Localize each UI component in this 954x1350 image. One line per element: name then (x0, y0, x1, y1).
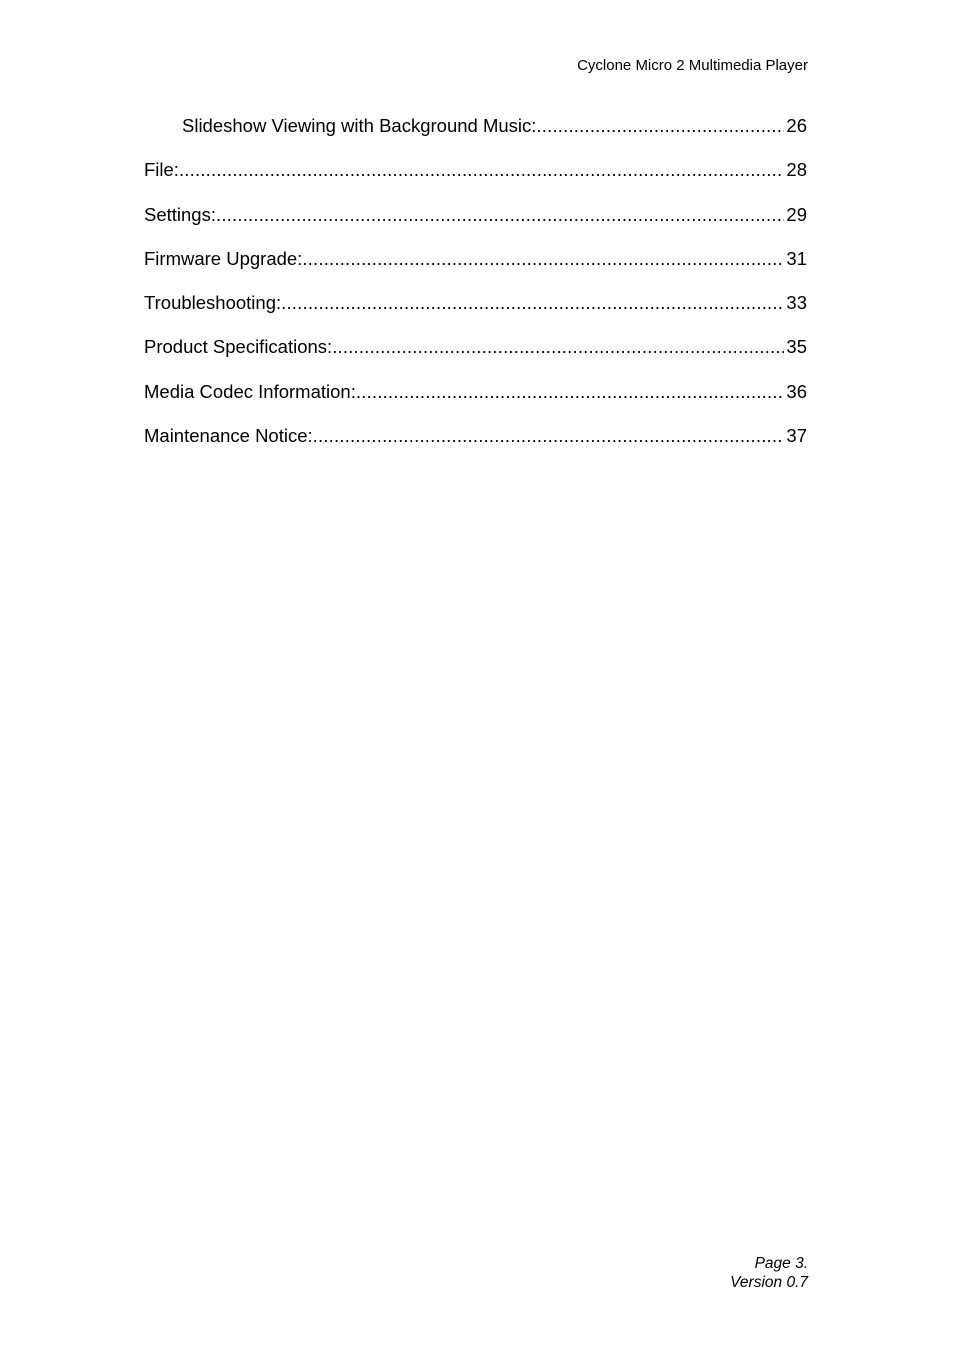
toc-entry[interactable] (144, 335, 807, 379)
toc-dot-leader (332, 335, 784, 359)
toc-entry-page: 26 (786, 115, 807, 136)
toc-entry-page: 31 (786, 247, 807, 269)
page-footer (730, 1255, 808, 1292)
toc-entry-label: File: (144, 159, 179, 181)
running-header: Cyclone Micro 2 Multimedia Player (577, 57, 808, 74)
toc-entry-page: 37 (786, 425, 807, 447)
toc-entry[interactable] (144, 424, 807, 468)
toc-dot-leader (281, 291, 784, 315)
toc-entry[interactable] (144, 203, 807, 247)
toc-entry[interactable] (144, 158, 807, 202)
toc-dot-leader (302, 247, 784, 271)
toc-entry-label: Firmware Upgrade: (144, 247, 303, 269)
toc-dot-leader (313, 424, 785, 448)
toc-entry[interactable] (144, 380, 807, 424)
toc-entry[interactable] (144, 247, 807, 291)
toc-entry[interactable] (144, 114, 807, 158)
toc-dot-leader (179, 158, 784, 182)
toc-entry-label: Product Specifications: (144, 336, 333, 358)
toc-entry-page: 33 (786, 292, 807, 314)
table-of-contents (144, 114, 807, 468)
toc-entry-label: Media Codec Information: (144, 380, 356, 402)
toc-entry-page: 28 (786, 159, 807, 181)
footer-version: Version 0.7 (730, 1273, 808, 1291)
toc-entry[interactable] (144, 291, 807, 335)
toc-entry-label: Maintenance Notice: (144, 425, 313, 447)
toc-entry-label: Troubleshooting: (144, 292, 282, 314)
toc-dot-leader (356, 380, 785, 404)
toc-entry-page: 36 (786, 380, 807, 402)
toc-entry-page: 35 (786, 336, 807, 358)
toc-entry-label: Settings: (144, 203, 216, 225)
toc-dot-leader (536, 114, 784, 138)
footer-page-number: Page 3. (754, 1255, 808, 1272)
toc-entry-label: Slideshow Viewing with Background Music: (182, 115, 537, 136)
toc-dot-leader (216, 203, 784, 227)
toc-entry-page: 29 (786, 203, 807, 225)
